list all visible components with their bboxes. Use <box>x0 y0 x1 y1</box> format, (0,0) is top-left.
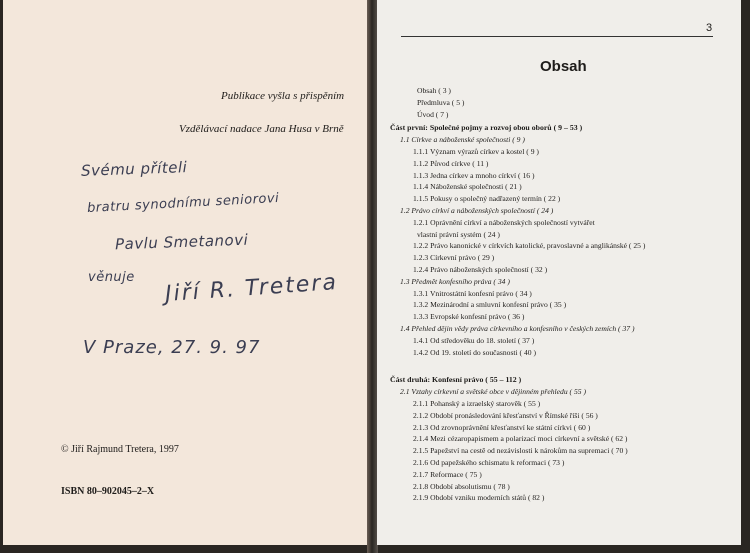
inscription-line4: věnuje <box>88 270 135 285</box>
handwritten-signature: Jiří R. Tretera <box>164 269 339 308</box>
toc-entry: 1.3.3 Evropské konfesní právo ( 36 ) <box>413 312 525 322</box>
header-rule <box>401 36 713 37</box>
toc-entry: 1.1.3 Jedna církev a mnoho církví ( 16 ) <box>413 170 535 180</box>
toc-entry: 2.1.8 Období absolutismu ( 78 ) <box>413 481 510 491</box>
toc-entry: 1.1.5 Pokusy o společný nadřazený termín ( 22 ) <box>413 194 561 204</box>
toc-entry: 2.1.4 Mezi cézaropapismem a polarizací moci církevní a světské ( 62 ) <box>413 434 628 444</box>
toc-entry: 2.1.5 Papežství na cestě od nezávislosti k nárokům na supremaci ( 70 ) <box>413 446 628 456</box>
toc-entry: 1.4.1 Od středověku do 18. století ( 37 ) <box>413 335 535 345</box>
toc-entry: Část první: Společné pojmy a rozvoj obou oborů ( 9 – 53 ) <box>390 123 583 133</box>
toc-entry: Část druhá: Konfesní právo ( 55 – 112 ) <box>390 375 522 385</box>
toc-entry: Obsah ( 3 ) <box>417 86 451 95</box>
toc-entry: 2.1.6 Od papežského schismatu k reformaci ( 73 ) <box>413 458 565 467</box>
page-number: 3 <box>706 22 713 34</box>
isbn: ISBN 80–902045–2–X <box>61 486 155 497</box>
inscription-line2: bratru synodnímu seniorovi <box>86 190 280 217</box>
toc-entry: 1.2.1 Oprávnění církví a náboženských společností vytvářet <box>413 217 595 227</box>
publication-note-line1: Publikace vyšla s přispěním <box>221 90 345 102</box>
inscription-line1: Svému příteli <box>80 158 188 180</box>
toc-entry: 1.1.4 Náboženské společnosti ( 21 ) <box>413 182 522 192</box>
toc-entry: 2.1.9 Období vzniku moderních států ( 82 ) <box>413 493 545 503</box>
toc-entry: 2.1.1 Pohanský a izraelský starověk ( 55 ) <box>413 399 541 408</box>
contents-title: Obsah <box>540 58 587 75</box>
left-page <box>3 0 368 545</box>
publication-note-line2: Vzdělávací nadace Jana Husa v Brně <box>179 123 344 135</box>
inscription-place-date: V Praze, 27. 9. 97 <box>83 337 261 358</box>
toc-entry: 1.4.2 Od 19. století do současnosti ( 40 ) <box>413 347 536 357</box>
toc-entry: 1.1 Církve a náboženské společnosti ( 9 ) <box>400 135 525 145</box>
toc-entry: vlastní právní systém ( 24 ) <box>417 229 500 239</box>
toc-entry: 1.2.3 Církevní právo ( 29 ) <box>413 253 495 263</box>
toc-entry: Předmluva ( 5 ) <box>417 97 465 107</box>
toc-entry: 2.1.2 Období pronásledování křesťanství v Římské říši ( 56 ) <box>413 410 598 420</box>
right-page <box>377 0 741 545</box>
toc-entry: 2.1.7 Reformace ( 75 ) <box>413 469 482 479</box>
toc-entry: 1.4 Přehled dějin vědy práva církevního a konfesního v českých zemích ( 37 ) <box>400 324 635 333</box>
toc-entry: 1.3.1 Vnitrostátní konfesní právo ( 34 ) <box>413 288 532 298</box>
toc-entry: 1.2 Právo církví a náboženských společností ( 24 ) <box>400 206 554 215</box>
toc-entry: 1.1.2 Původ církve ( 11 ) <box>413 158 489 168</box>
toc-entry: 2.1 Vztahy církevní a světské obce v dějinném přehledu ( 55 ) <box>400 387 586 397</box>
toc-entry: 2.1.3 Od zrovnoprávnění křesťanství ke státní církvi ( 60 ) <box>413 422 591 432</box>
toc-entry: 1.3 Předmět konfesního práva ( 34 ) <box>400 276 510 286</box>
toc-entry: 1.2.2 Právo kanonické v církvích katolické, pravoslavné a anglikánské ( 25 ) <box>413 241 646 251</box>
toc-entry: Úvod ( 7 ) <box>417 109 449 119</box>
toc-entry: 1.1.1 Význam výrazů církev a kostel ( 9 ) <box>413 147 539 156</box>
toc-entry: 1.2.4 Právo náboženských společností ( 32 ) <box>413 265 548 274</box>
inscription-line3: Pavlu Smetanovi <box>114 230 249 254</box>
copyright-notice: © Jiří Rajmund Tretera, 1997 <box>61 444 179 455</box>
toc-entry: 1.3.2 Mezinárodní a smluvní konfesní právo ( 35 ) <box>413 300 567 310</box>
